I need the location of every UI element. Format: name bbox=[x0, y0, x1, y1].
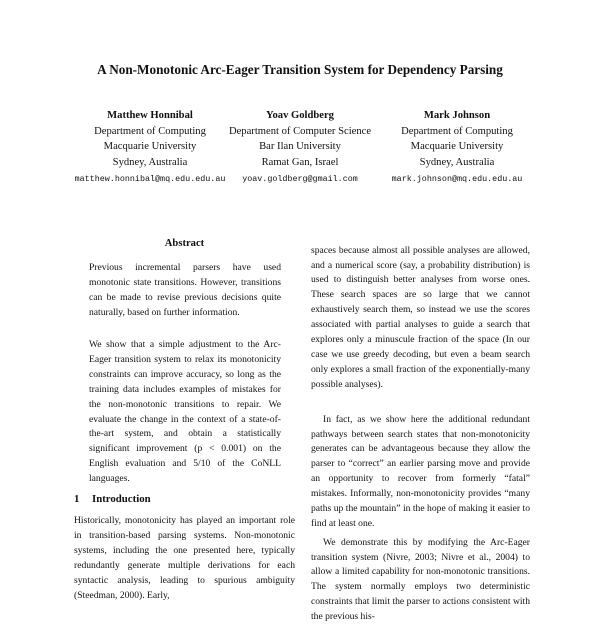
body-text: spaces because almost all possible analyses are allowed, and a numerical score (say, a probability distribution) is used to distinguish better analyses from worse ones. These search spaces are so large that we cannot exhaustively search them, so instead we use the scores associated with partial analyses to guide a search that explores only a minuscule fraction of the space (In our case we use greedy decoding, but even a beam search only explores a small fraction of the exponentially-many possible analyses). bbox=[311, 244, 530, 390]
body-text: In fact, as we show here the additional redundant pathways between search states that non-monotonicity generates can be advantageous because they allow the parser to “correct” an earlier parsing move and provide an opportunity to recover from formerly “fatal” mistakes. Informally, non-monotonicity provides “many paths up the mountain” in the hope of making it easier to find at least one. bbox=[311, 413, 530, 529]
author-place: Sydney, Australia bbox=[419, 156, 495, 168]
body-paragraph bbox=[311, 234, 530, 402]
abstract-paragraph bbox=[89, 338, 281, 487]
author-dept: Department of Computing bbox=[94, 125, 206, 137]
author-place: Sydney, Australia bbox=[112, 156, 188, 168]
abstract-text: Previous incremental parsers have used monotonic state transitions. However, transitions can be made to revise previous decisions quite naturally, based on further information. bbox=[89, 262, 281, 318]
author-univ: Macquarie University bbox=[410, 141, 504, 153]
author-block bbox=[357, 108, 557, 186]
section-title: Introduction bbox=[92, 493, 151, 505]
author-name: Mark Johnson bbox=[423, 110, 491, 121]
paper-title: A Non-Monotonic Arc-Eager Transition System for Dependency Parsing bbox=[97, 62, 503, 77]
abstract-paragraph bbox=[89, 261, 281, 321]
author-email: yoav.goldberg@gmail.com bbox=[242, 174, 358, 185]
intro-paragraph bbox=[74, 514, 295, 603]
intro-text: Historically, monotonicity has played an important role in transition-based parsing systems. Non-monotonic systems, including the one presented here, typically redundantly generate multiple derivations for each syntactic analysis, leading to spurious ambiguity (Steedman, 2000). Early, bbox=[74, 515, 295, 601]
author-name: Yoav Goldberg bbox=[266, 110, 334, 121]
author-univ: Bar Ilan University bbox=[259, 141, 341, 153]
abstract-text: We show that a simple adjustment to the Arc-Eager transition system to relax its monotonicity constraints can improve accuracy, so long as the training data includes examples of mistakes for the non-monotonic transitions to repair. We evaluate the change in the context of a state-of-the-art system, and obtain a statistically significant improvement (p < 0.001) on the English evaluation and 5/10 of the CoNLL languages. bbox=[89, 339, 281, 485]
body-paragraph bbox=[311, 403, 530, 541]
body-paragraph bbox=[311, 526, 530, 635]
section-number: 1 bbox=[74, 493, 80, 505]
author-univ: Macquarie University bbox=[103, 141, 197, 153]
section-heading bbox=[74, 493, 151, 505]
body-text: We demonstrate this by modifying the Arc-Eager transition system (Nivre, 2003; Nivre et al., 2004) to allow a limited capability for non-monotonic transitions. The system normally employs two deterministic constraints that limit the parser to actions consistent with the previous his- bbox=[311, 536, 530, 623]
author-email: matthew.honnibal@mq.edu.edu.au bbox=[74, 174, 226, 185]
author-dept: Department of Computing bbox=[401, 125, 513, 137]
author-email: mark.johnson@mq.edu.edu.au bbox=[391, 174, 523, 185]
abstract-heading: Abstract bbox=[164, 238, 205, 249]
author-dept: Department of Computer Science bbox=[228, 125, 372, 137]
author-place: Ramat Gan, Israel bbox=[261, 156, 339, 168]
author-name: Matthew Honnibal bbox=[107, 110, 193, 121]
